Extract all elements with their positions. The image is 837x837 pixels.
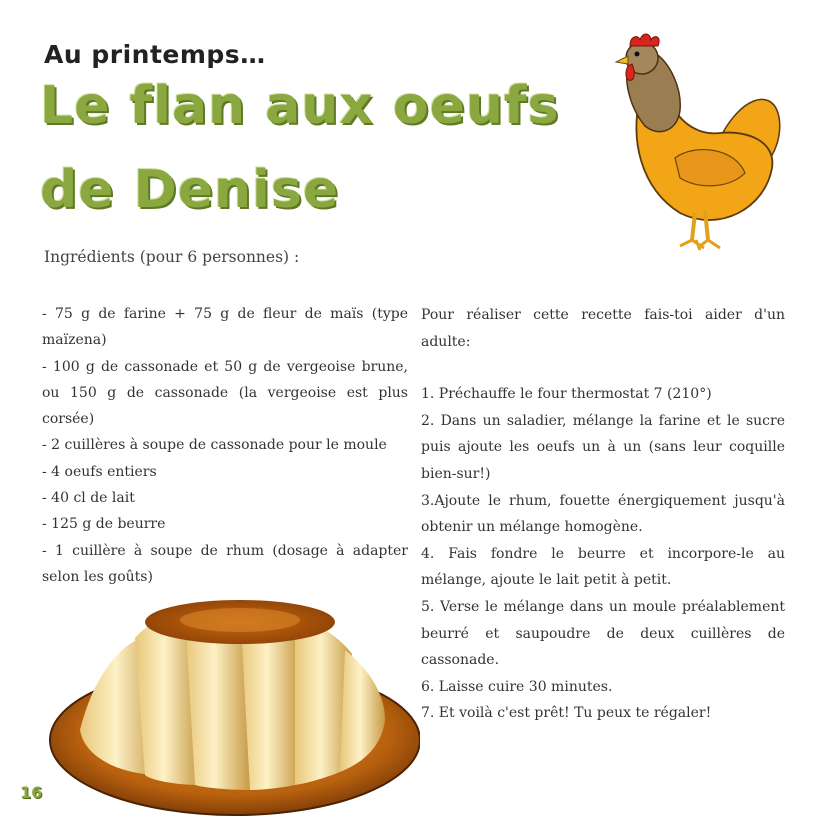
- ingredient-item: - 100 g de cassonade et 50 g de vergeoise brune, ou 150 g de cassonade (la vergeoise est plus corsée): [42, 358, 408, 428]
- instruction-step: 1. Préchauffe le four thermostat 7 (210°): [421, 386, 712, 403]
- instructions-intro: Pour réaliser cette recette fais-toi aider d'un adulte:: [421, 307, 785, 350]
- instruction-step: 5. Verse le mélange dans un moule préalablement beurré et saupoudre de deux cuillères de cassonade.: [421, 598, 785, 669]
- ingredients-list: [42, 301, 408, 590]
- ingredient-item: - 40 cl de lait: [42, 490, 135, 507]
- ingredient-item: - 75 g de farine + 75 g de fleur de maïs (type maïzena): [42, 306, 408, 349]
- ingredients-heading: Ingrédients (pour 6 personnes) :: [44, 248, 300, 266]
- instruction-step: 7. Et voilà c'est prêt! Tu peux te régaler!: [421, 705, 712, 722]
- instruction-step: 6. Laisse cuire 30 minutes.: [421, 678, 613, 695]
- page-number: 16: [20, 783, 43, 802]
- ingredient-item: - 4 oeufs entiers: [42, 463, 157, 480]
- instructions: [421, 302, 785, 727]
- recipe-title-line-1: Le flan aux oeufs: [40, 76, 560, 136]
- instruction-step: 4. Fais fondre le beurre et incorpore-le au mélange, ajoute le lait petit à petit.: [421, 545, 785, 589]
- instruction-step: 2. Dans un saladier, mélange la farine et le sucre puis ajoute les oeufs un à un (sans leur coquille bien-sur!): [421, 412, 785, 482]
- ingredient-item: - 1 cuillère à soupe de rhum (dosage à adapter selon les goûts): [42, 542, 408, 585]
- season-kicker: Au printemps…: [44, 40, 266, 69]
- hen-illustration: [600, 18, 790, 258]
- instruction-step: 3.Ajoute le rhum, fouette énergiquement jusqu'à obtenir un mélange homogène.: [421, 492, 785, 536]
- recipe-title-line-2: de Denise: [40, 160, 340, 220]
- flan-photo: [40, 580, 420, 820]
- ingredient-item: - 2 cuillères à soupe de cassonade pour le moule: [42, 437, 387, 454]
- ingredient-item: - 125 g de beurre: [42, 516, 166, 533]
